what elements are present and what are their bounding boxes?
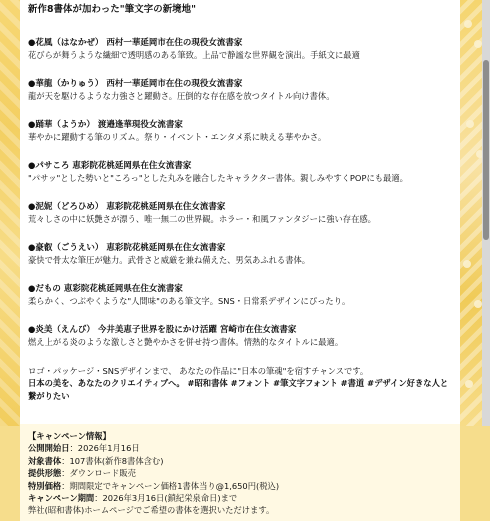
campaign-info-box bbox=[20, 424, 460, 521]
campaign-row bbox=[28, 492, 452, 504]
font-item bbox=[28, 283, 452, 308]
campaign-row-value: ：期間限定でキャンペーン価格1書体当り@1,650円(税込) bbox=[61, 480, 280, 491]
campaign-row-label: 特別価格 bbox=[28, 480, 62, 491]
font-item-description: "パサッ"とした勢いと"ころっ"とした丸みを融合したキャラクター書体。親しみやすくPOPにも最適。 bbox=[28, 173, 408, 183]
campaign-row-label: キャンペーン期間 bbox=[28, 493, 95, 504]
font-item-heading: ●花風（はなかぜ） 西村一華延岡市在住の現役女流書家 bbox=[28, 37, 243, 48]
font-item-description: 龍が天を駆けるような力強さと躍動さ。圧倒的な存在感を放つタイトル向け書体。 bbox=[28, 91, 335, 101]
campaign-row-value: ：ダウンロード販売 bbox=[61, 468, 136, 479]
font-item bbox=[28, 201, 452, 226]
font-item bbox=[28, 78, 452, 103]
cta-line: ロゴ・パッケージ・SNSデザインまで、 あなたの作品に"日本の筆魂"を宿すチャンスです。 bbox=[28, 365, 369, 376]
font-item-heading: ●踊華（ようか） 渡邉逢華現役女流書家 bbox=[28, 119, 183, 130]
font-item bbox=[28, 37, 452, 62]
scrollbar-track[interactable] bbox=[482, 0, 490, 426]
font-item-description: 燃え上がる炎のような激しさと艶やかさを併せ持つ書体。情熱的なタイトルに最適。 bbox=[28, 337, 344, 347]
campaign-row bbox=[28, 442, 452, 454]
left-decorative-background bbox=[0, 0, 20, 426]
campaign-row-label: 提供形態 bbox=[28, 468, 62, 479]
campaign-row-value: ：107書体(新作8書体含む) bbox=[61, 455, 164, 466]
campaign-row-label: 対象書体 bbox=[28, 455, 62, 466]
campaign-note: 弊社(昭和書体)ホームページでご希望の書体を選択いただけます。 bbox=[28, 505, 275, 516]
font-item-heading: ●だもの 恵彩院花桃延岡県在住女流書家 bbox=[28, 283, 183, 294]
scrollbar-thumb[interactable] bbox=[483, 60, 489, 240]
campaign-rows bbox=[28, 442, 452, 504]
campaign-row-value: ：2026年1月16日 bbox=[69, 443, 140, 454]
font-item bbox=[28, 324, 452, 349]
campaign-row bbox=[28, 480, 452, 492]
font-item-heading: ●華龍（かりゅう） 西村一華延岡市在住の現役女流書家 bbox=[28, 78, 243, 89]
cta-hashtags: 日本の美を、あなたのクリエイティブへ。 #昭和書体 #フォント #筆文字フォント #書道 #デザイン好きな人と繋がりたい bbox=[28, 378, 449, 401]
font-item-description: 荒々しさの中に妖艶さが漂う、唯一無二の世界観。ホラー・和風ファンタジーに強い存在感。 bbox=[28, 214, 376, 224]
font-item bbox=[28, 242, 452, 267]
font-item bbox=[28, 119, 452, 144]
font-item-description: 華やかに躍動する筆のリズム。祭り・イベント・エンタメ系に映える華やかさ。 bbox=[28, 132, 327, 142]
campaign-row-value: ：2026年3月16日(鎖紀栄泉命日)まで bbox=[94, 493, 238, 504]
font-item-description: 花びらが舞うような繊細で透明感のある筆致。上品で静謐な世界観を演出。手紙文に最適 bbox=[28, 50, 360, 60]
font-item-description: 豪快で骨太な筆圧が魅力。武骨さと威厳を兼ね備えた、男気あふれる書体。 bbox=[28, 255, 311, 265]
campaign-row-label: 公開開始日 bbox=[28, 443, 70, 454]
section-title: 新作8書体が加わった"筆文字の新境地" bbox=[28, 4, 197, 15]
font-item-heading: ●豪叡（ごうえい） 恵彩院花桃延岡県在住女流書家 bbox=[28, 242, 226, 253]
campaign-row bbox=[28, 455, 452, 467]
font-item bbox=[28, 160, 452, 185]
font-item-heading: ●泥妮（どろひめ） 恵彩院花桃延岡県在住女流書家 bbox=[28, 201, 226, 212]
article-content bbox=[20, 0, 460, 516]
campaign-heading: 【キャンペーン情報】 bbox=[28, 431, 111, 441]
font-list bbox=[28, 37, 452, 349]
font-item-heading: ●炎美（えんび） 今井美恵子世界を股にかけ活躍 宮崎市在住女流書家 bbox=[28, 324, 297, 335]
campaign-row bbox=[28, 467, 452, 479]
font-item-heading: ●パサころ 恵彩院花桃延岡県在住女流書家 bbox=[28, 160, 192, 171]
font-item-description: 柔らかく、つぶやくような"人間味"のある筆文字。SNS・日常系デザインにぴったり。 bbox=[28, 296, 351, 306]
